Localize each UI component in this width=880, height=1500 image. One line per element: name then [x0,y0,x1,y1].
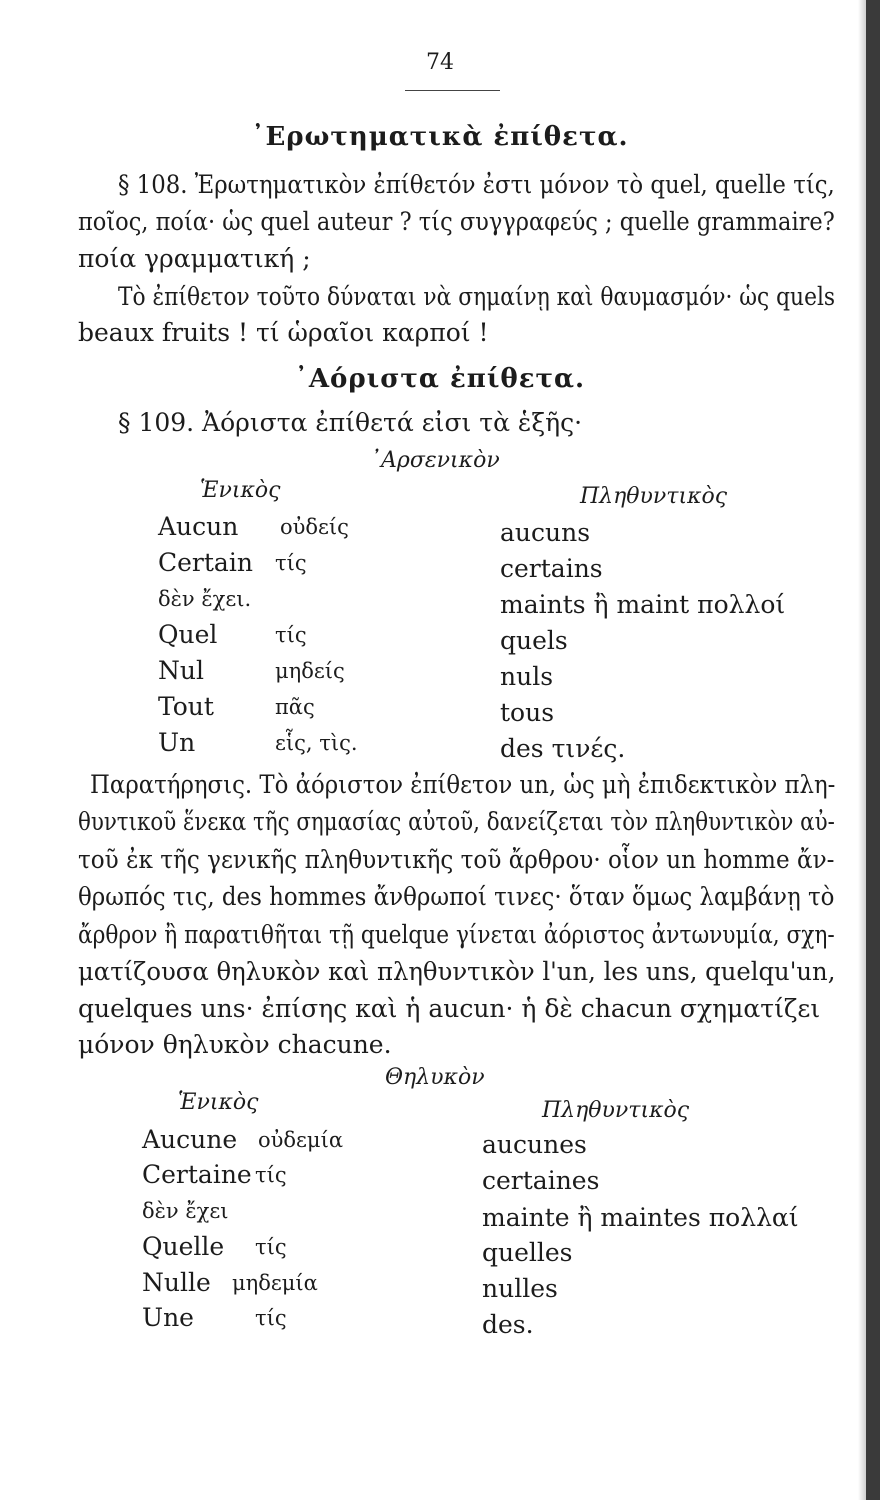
page-number-rule [405,90,500,91]
section-108-line-1: § 108. Ἐρωτηματικὸν ἐπίθετόν ἐστι μόνον τὸ quel, quelle τίς, [118,170,835,199]
heading-indefinite-adjectives: ᾿Αόριστα ἐπίθετα. [294,364,586,394]
fem-row-4-fr: Quelle [142,1232,225,1261]
masc-row-4-gr: τίς [275,623,307,647]
remark-line-2: θυντικοῦ ἕνεκα τῆς σημασίας αὐτοῦ, δανείζεται τὸν πληθυντικὸν αὐ- [78,807,835,836]
masc-row-6-gr: πᾶς [275,695,315,719]
masc-row-6-fr: Tout [158,692,214,721]
section-108-line-5: beaux fruits ! τί ὡραῖοι καρποί ! [78,318,489,347]
remark-line-6: ματίζουσα θηλυκὸν καὶ πληθυντικὸν l'un, les uns, quelqu'un, [78,957,836,986]
fem-row-2-fr: Certaine [142,1160,252,1189]
fem-row-5-gr: μηδεμία [232,1271,318,1295]
masc-row-7-pl: des τινές. [500,734,626,763]
section-108-line-4: Τὸ ἐπίθετον τοῦτο δύναται νὰ σημαίνῃ καὶ θαυμασμόν· ὡς quels [118,282,836,311]
remark-line-7: quelques uns· ἐπίσης καὶ ἡ aucun· ἡ δὲ chacun σχηματίζει [78,994,821,1023]
page-edge-shadow [858,0,866,1500]
remark-line-4: θρωπός τις, des hommes ἄνθρωποί τινες· ὅταν ὅμως λαμβάνῃ τὸ [78,882,835,911]
masc-row-5-fr: Nul [158,656,204,685]
masc-row-2-gr: τίς [275,551,307,575]
masc-row-2-pl: certains [500,554,603,583]
remark-line-5: ἄρθρον ἢ παρατιθῆται τῇ quelque γίνεται ἀόριστος ἀντωνυμία, σχη- [78,920,835,949]
section-109-line: § 109. Ἀόριστα ἐπίθετά εἰσι τὰ ἑξῆς· [118,408,583,437]
fem-row-6-pl: des. [482,1310,534,1339]
masc-row-3-fr: δὲν ἔχει. [158,587,252,611]
fem-row-2-pl: certaines [482,1166,600,1195]
masc-row-5-pl: nuls [500,662,554,691]
masc-row-7-gr: εἷς, τὶς. [275,731,358,755]
fem-row-1-pl: aucunes [482,1130,587,1159]
masc-row-1-fr: Aucun [158,512,239,541]
masc-row-2-fr: Certain [158,548,253,577]
page-number: 74 [426,50,454,75]
masculine-label: ᾿Αρσενικὸν [370,448,500,473]
masc-row-1-pl: aucuns [500,518,591,547]
fem-row-4-gr: τίς [255,1235,287,1259]
masculine-singular-label: Ἑνικὸς [200,478,281,503]
fem-row-6-fr: Une [142,1303,194,1332]
section-108-line-2: ποῖος, ποία· ὡς quel auteur ? τίς συγγραφεύς ; quelle grammaire? [78,207,835,236]
masc-row-5-gr: μηδείς [275,659,345,683]
remark-line-8: μόνον θηλυκὸν chacune. [78,1030,392,1059]
page-edge [866,0,880,1500]
fem-row-3-pl: mainte ἢ maintes πολλαί [482,1203,799,1232]
feminine-singular-label: Ἑνικὸς [178,1090,259,1115]
masc-row-3-pl: maints ἢ maint πολλοί [500,590,786,619]
masc-row-4-fr: Quel [158,620,218,649]
heading-interrogative-adjectives: ᾿Ερωτηματικὰ ἐπίθετα. [251,122,629,152]
section-108-line-3: ποία γραμματική ; [78,244,311,273]
fem-row-5-fr: Nulle [142,1268,211,1297]
fem-row-4-pl: quelles [482,1238,573,1267]
feminine-plural-label: Πληθυντικὸς [542,1098,690,1123]
fem-row-2-gr: τίς [255,1163,287,1187]
masc-row-4-pl: quels [500,626,568,655]
remark-line-3: τοῦ ἐκ τῆς γενικῆς πληθυντικῆς τοῦ ἄρθρου· οἷον un homme ἄν- [78,845,835,874]
fem-row-6-gr: τίς [255,1306,287,1330]
masc-row-6-pl: tous [500,698,555,727]
fem-row-1-gr: οὐδεμία [258,1128,343,1152]
fem-row-5-pl: nulles [482,1274,558,1303]
masc-row-1-gr: οὐδείς [280,515,349,539]
remark-line-1: Παρατήρησις. Τὸ ἀόριστον ἐπίθετον un, ὡς μὴ ἐπιδεκτικὸν πλη- [90,770,836,799]
fem-row-1-fr: Aucune [142,1125,238,1154]
fem-row-3-fr: δὲν ἔχει [142,1199,229,1223]
masculine-plural-label: Πληθυντικὸς [580,484,728,509]
masc-row-7-fr: Un [158,728,196,757]
feminine-label: Θηλυκὸν [385,1065,485,1090]
